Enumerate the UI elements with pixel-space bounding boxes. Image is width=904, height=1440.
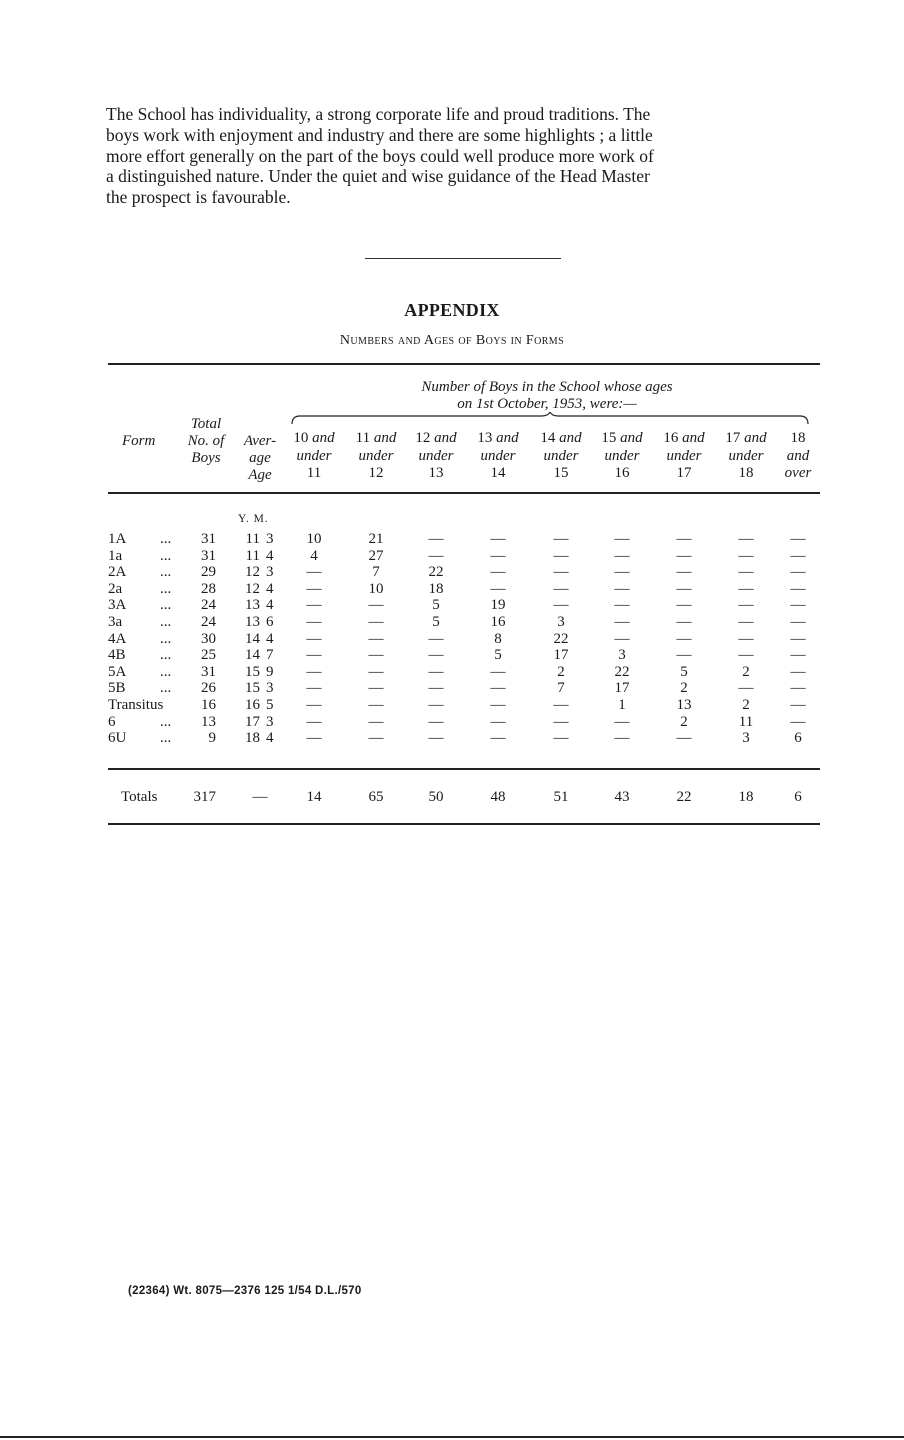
age-count-cell: 8 (494, 630, 502, 647)
leader-dots: ... (160, 713, 172, 730)
totals-age-cell: 22 (676, 789, 692, 805)
form-cell: 4B (108, 647, 126, 664)
leader-dots: ... (160, 580, 172, 597)
leader-dots: ... (160, 614, 172, 630)
age-column-header (283, 430, 345, 483)
age-header-line1 (345, 430, 407, 448)
age-header-from: 17 (725, 430, 741, 446)
avg-months-cell: 4 (266, 580, 274, 597)
totals-total: 317 (193, 789, 216, 805)
age-count-cell: — (790, 614, 806, 630)
total-header-line: Boys (191, 450, 221, 466)
age-count-cell: — (676, 547, 692, 564)
total-cell: 24 (201, 614, 216, 630)
avg-years-cell: 11 (245, 547, 260, 564)
age-count-cell: — (614, 713, 630, 730)
age-header-line1 (467, 430, 529, 448)
age-header-from: 12 (415, 430, 431, 446)
age-column-header (653, 430, 715, 483)
avg-months-cell: 3 (266, 713, 274, 730)
age-header-line1 (591, 430, 653, 448)
age-count-cell: — (368, 630, 384, 647)
age-count-cell: 27 (368, 547, 384, 564)
age-count-cell: — (738, 564, 754, 581)
age-column-header (345, 430, 407, 483)
age-count-cell: — (490, 564, 506, 581)
age-count-cell: — (368, 647, 384, 664)
total-cell: 29 (201, 564, 216, 581)
age-count-cell: — (490, 697, 506, 713)
form-cell: 6 (108, 713, 116, 730)
age-count-cell: — (553, 730, 569, 747)
intro-paragraph (106, 104, 816, 208)
age-count-cell: 19 (490, 597, 506, 614)
age-header-line1 (405, 430, 467, 448)
avg-years-cell: 13 (245, 597, 260, 614)
age-column-header (591, 430, 653, 483)
age-count-cell: — (428, 713, 444, 730)
avg-months-cell: 4 (266, 630, 274, 647)
totals-age-cell: 51 (553, 789, 569, 805)
age-count-cell: — (553, 547, 569, 564)
age-count-cell: 22 (553, 630, 569, 647)
age-count-cell: — (738, 630, 754, 647)
paragraph-line: The School has individuality, a strong corporate life and proud traditions. The (106, 104, 651, 124)
avg-years-cell: 17 (245, 713, 260, 730)
age-count-cell: 3 (618, 647, 626, 664)
totals-age-cell: 43 (614, 789, 630, 805)
group-header-line1: Number of Boys in the School whose ages (421, 379, 673, 395)
age-header-line2: and (786, 447, 810, 464)
age-count-cell: — (790, 597, 806, 614)
total-header-line: Total (190, 416, 222, 432)
leader-dots: ... (160, 647, 172, 664)
age-header-line2: under (604, 447, 640, 464)
age-header-and: and (682, 430, 705, 446)
avg-years-cell: 12 (245, 564, 260, 581)
avg-months-cell: 3 (266, 564, 274, 581)
age-count-cell: 5 (494, 647, 502, 664)
age-column-header (467, 430, 529, 483)
age-count-cell: — (614, 547, 630, 564)
header-bottom-rule (108, 492, 820, 494)
age-count-cell: — (790, 647, 806, 664)
age-count-cell: — (306, 730, 322, 747)
age-count-cell: 7 (372, 564, 380, 581)
age-header-from: 16 (663, 430, 679, 446)
age-count-cell: 11 (738, 713, 754, 730)
form-cell: Transitus (108, 697, 164, 713)
total-cell: 9 (208, 730, 216, 747)
age-count-cell: 22 (614, 663, 630, 680)
age-count-cell: — (738, 531, 754, 547)
age-count-cell: — (553, 597, 569, 614)
form-cell: 5B (108, 680, 126, 697)
total-cell: 26 (201, 680, 216, 697)
avg-months-cell: 9 (266, 663, 274, 680)
avg-months-cell: 4 (266, 730, 274, 747)
age-count-cell: 2 (680, 680, 688, 697)
age-count-cell: 4 (310, 547, 318, 564)
age-count-cell: — (368, 663, 384, 680)
age-count-cell: — (553, 580, 569, 597)
avg-months-cell: 4 (266, 597, 274, 614)
age-count-cell: — (676, 630, 692, 647)
age-header-and: and (312, 430, 335, 446)
appendix-title: APPENDIX (404, 300, 500, 320)
total-cell: 25 (201, 647, 216, 664)
age-count-cell: — (614, 564, 630, 581)
age-header-line1 (283, 430, 345, 448)
age-count-cell: — (738, 614, 754, 630)
age-count-cell: 5 (680, 663, 688, 680)
age-header-from: 13 (477, 430, 493, 446)
age-count-cell: — (306, 697, 322, 713)
form-cell: 5A (108, 663, 127, 680)
total-cell: 31 (201, 663, 216, 680)
age-count-cell: — (614, 580, 630, 597)
age-header-line3: 13 (428, 465, 444, 481)
totals-age-cell: 65 (368, 789, 384, 805)
age-count-cell: 5 (432, 597, 440, 614)
age-count-cell: — (428, 730, 444, 747)
age-header-line2: under (666, 447, 702, 464)
age-count-cell: — (790, 547, 806, 564)
age-column-header (405, 430, 467, 483)
avg-months-cell: 3 (266, 680, 274, 697)
age-count-cell: — (738, 597, 754, 614)
paragraph-line: boys work with enjoyment and industry and there are some highlights ; a little (106, 124, 653, 145)
age-count-cell: — (490, 580, 506, 597)
total-cell: 31 (201, 531, 216, 547)
age-count-cell: — (490, 547, 506, 564)
totals-age-cell: 50 (428, 789, 444, 805)
age-count-cell: 5 (432, 614, 440, 630)
totals-average: — (252, 789, 268, 805)
average-header-line: Aver- (243, 433, 277, 449)
total-cell: 13 (201, 713, 216, 730)
totals-age-cell: 48 (490, 789, 506, 805)
age-header-line3: 15 (553, 465, 569, 481)
leader-dots: ... (160, 680, 172, 697)
age-count-cell: — (368, 680, 384, 697)
age-header-and: and (496, 430, 519, 446)
age-header-line3: 11 (306, 465, 322, 481)
age-count-cell: — (676, 614, 692, 630)
age-count-cell: — (490, 663, 506, 680)
age-header-line2: under (296, 447, 332, 464)
age-header-from: 10 (293, 430, 309, 446)
avg-years-cell: 14 (245, 630, 260, 647)
age-header-line1 (767, 430, 829, 448)
age-count-cell: — (614, 597, 630, 614)
avg-years-cell: 16 (245, 697, 260, 713)
table-bottom-rule (108, 823, 820, 825)
age-count-cell: 7 (557, 680, 565, 697)
age-header-line3: 14 (490, 465, 506, 481)
years-months-label: Y. M. (238, 513, 269, 525)
age-header-line3: 12 (368, 465, 384, 481)
total-cell: 24 (201, 597, 216, 614)
avg-years-cell: 13 (245, 614, 260, 630)
form-column-header: Form (122, 433, 156, 449)
age-count-cell: — (676, 531, 692, 547)
age-count-cell: — (738, 647, 754, 664)
age-count-cell: — (490, 713, 506, 730)
form-cell: 3A (108, 597, 127, 614)
avg-years-cell: 11 (245, 531, 260, 547)
avg-months-cell: 7 (266, 647, 274, 664)
age-count-cell: — (790, 697, 806, 713)
age-count-cell: — (306, 580, 322, 597)
age-count-cell: — (790, 531, 806, 547)
age-count-cell: — (368, 597, 384, 614)
age-count-cell: — (428, 697, 444, 713)
form-cell: 2a (108, 580, 123, 597)
age-count-cell: — (368, 713, 384, 730)
age-count-cell: — (428, 547, 444, 564)
age-header-line3: 17 (676, 465, 692, 481)
totals-age-cell: 18 (738, 789, 754, 805)
age-count-cell: — (428, 663, 444, 680)
age-header-and: and (434, 430, 457, 446)
leader-dots: ... (160, 531, 172, 547)
age-count-cell: 3 (557, 614, 565, 630)
avg-years-cell: 15 (245, 663, 260, 680)
age-count-cell: — (553, 564, 569, 581)
paragraph-line: the prospect is favourable. (106, 187, 291, 208)
form-cell: 4A (108, 630, 127, 647)
age-count-cell: 6 (794, 730, 802, 747)
age-count-cell: — (790, 713, 806, 730)
age-count-cell: — (490, 730, 506, 747)
age-count-cell: 2 (557, 663, 565, 680)
average-header-line: Age (248, 467, 272, 483)
age-count-cell: 22 (428, 564, 444, 581)
age-count-cell: — (306, 713, 322, 730)
age-count-cell: — (368, 697, 384, 713)
page-bottom-line (0, 1436, 904, 1438)
totals-label: Totals (121, 789, 158, 805)
age-count-cell: — (614, 630, 630, 647)
age-header-line2: under (418, 447, 454, 464)
age-count-cell: — (676, 647, 692, 664)
age-count-cell: — (676, 580, 692, 597)
age-count-cell: — (738, 680, 754, 697)
form-cell: 2A (108, 564, 127, 581)
age-count-cell: — (306, 597, 322, 614)
age-count-cell: 10 (306, 531, 322, 547)
age-count-cell: — (738, 547, 754, 564)
leader-dots: ... (160, 730, 172, 747)
age-count-cell: — (614, 730, 630, 747)
age-count-cell: — (553, 713, 569, 730)
age-count-cell: 1 (618, 697, 626, 713)
totals-age-cell: 6 (794, 789, 802, 805)
age-header-line3: 18 (738, 465, 754, 481)
age-count-cell: — (428, 531, 444, 547)
age-header-line1 (653, 430, 715, 448)
total-cell: 30 (201, 630, 216, 647)
age-count-cell: — (306, 564, 322, 581)
avg-years-cell: 12 (245, 580, 260, 597)
avg-months-cell: 5 (266, 697, 274, 713)
appendix-subtitle: Numbers and Ages of Boys in Forms (339, 333, 565, 348)
age-header-from: 15 (601, 430, 617, 446)
age-count-cell: — (614, 614, 630, 630)
totals-top-rule (108, 768, 820, 770)
age-count-cell: 17 (614, 680, 630, 697)
age-count-cell: 21 (368, 531, 384, 547)
age-count-cell: — (306, 630, 322, 647)
age-count-cell: 10 (368, 580, 384, 597)
table-top-rule (108, 363, 820, 365)
age-count-cell: 2 (742, 663, 750, 680)
age-header-from: 11 (355, 430, 371, 446)
leader-dots: ... (160, 547, 172, 564)
age-count-cell: — (490, 680, 506, 697)
age-header-and: and (744, 430, 767, 446)
age-count-cell: — (306, 680, 322, 697)
age-count-cell: — (790, 663, 806, 680)
section-divider (365, 258, 561, 259)
age-header-line3: 16 (614, 465, 630, 481)
total-header-line: No. of (187, 433, 225, 449)
age-count-cell: — (738, 580, 754, 597)
leader-dots: ... (160, 564, 172, 581)
form-cell: 1a (108, 547, 123, 564)
avg-months-cell: 6 (266, 614, 274, 630)
average-header-line: age (249, 450, 271, 466)
group-brace (290, 412, 810, 426)
age-count-cell: — (553, 531, 569, 547)
age-count-cell: 17 (553, 647, 569, 664)
age-header-from: 18 (790, 430, 806, 446)
age-count-cell: — (790, 580, 806, 597)
age-count-cell: 13 (676, 697, 692, 713)
age-count-cell: — (553, 697, 569, 713)
avg-months-cell: 3 (266, 531, 274, 547)
totals-age-cell: 14 (306, 789, 322, 805)
age-header-and: and (620, 430, 643, 446)
total-cell: 16 (201, 697, 216, 713)
age-header-line1 (530, 430, 592, 448)
print-footer: (22364) Wt. 8075—2376 125 1/54 D.L./570 (128, 1285, 362, 1297)
age-count-cell: — (614, 531, 630, 547)
age-header-line3: over (784, 465, 812, 481)
age-count-cell: 18 (428, 580, 444, 597)
age-count-cell: 16 (490, 614, 506, 630)
age-count-cell: — (306, 614, 322, 630)
age-count-cell: — (428, 680, 444, 697)
group-header-line2: on 1st October, 1953, were:— (457, 396, 637, 412)
form-cell: 1A (108, 531, 127, 547)
total-cell: 28 (201, 580, 216, 597)
age-count-cell: — (676, 564, 692, 581)
avg-years-cell: 15 (245, 680, 260, 697)
leader-dots: ... (160, 630, 172, 647)
form-cell: 6U (108, 730, 127, 747)
total-cell: 31 (201, 547, 216, 564)
leader-dots: ... (160, 597, 172, 614)
age-header-line2: under (358, 447, 394, 464)
age-header-from: 14 (540, 430, 556, 446)
age-header-and: and (373, 430, 397, 446)
age-count-cell: 3 (742, 730, 750, 747)
age-count-cell: — (490, 531, 506, 547)
age-header-line2: under (728, 447, 764, 464)
age-count-cell: — (428, 630, 444, 647)
age-count-cell: — (676, 597, 692, 614)
age-header-line2: under (480, 447, 516, 464)
leader-dots: ... (160, 663, 172, 680)
age-count-cell: 2 (742, 697, 750, 713)
age-header-line2: under (543, 447, 579, 464)
age-count-cell: — (306, 663, 322, 680)
avg-years-cell: 14 (245, 647, 260, 664)
form-cell: 3a (108, 614, 123, 630)
age-count-cell: — (790, 630, 806, 647)
age-count-cell: — (306, 647, 322, 664)
age-count-cell: — (368, 614, 384, 630)
age-count-cell: — (428, 647, 444, 664)
paragraph-line: a distinguished nature. Under the quiet and wise guidance of the Head Master (106, 166, 650, 187)
age-count-cell: 2 (680, 713, 688, 730)
avg-months-cell: 4 (266, 547, 274, 564)
age-count-cell: — (368, 730, 384, 747)
paragraph-line: more effort generally on the part of the boys could well produce more work of (106, 145, 654, 166)
age-column-header (530, 430, 592, 483)
age-count-cell: — (790, 680, 806, 697)
age-count-cell: — (676, 730, 692, 747)
age-column-header (767, 430, 829, 483)
avg-years-cell: 18 (245, 730, 260, 747)
age-count-cell: — (790, 564, 806, 581)
age-header-and: and (559, 430, 582, 446)
